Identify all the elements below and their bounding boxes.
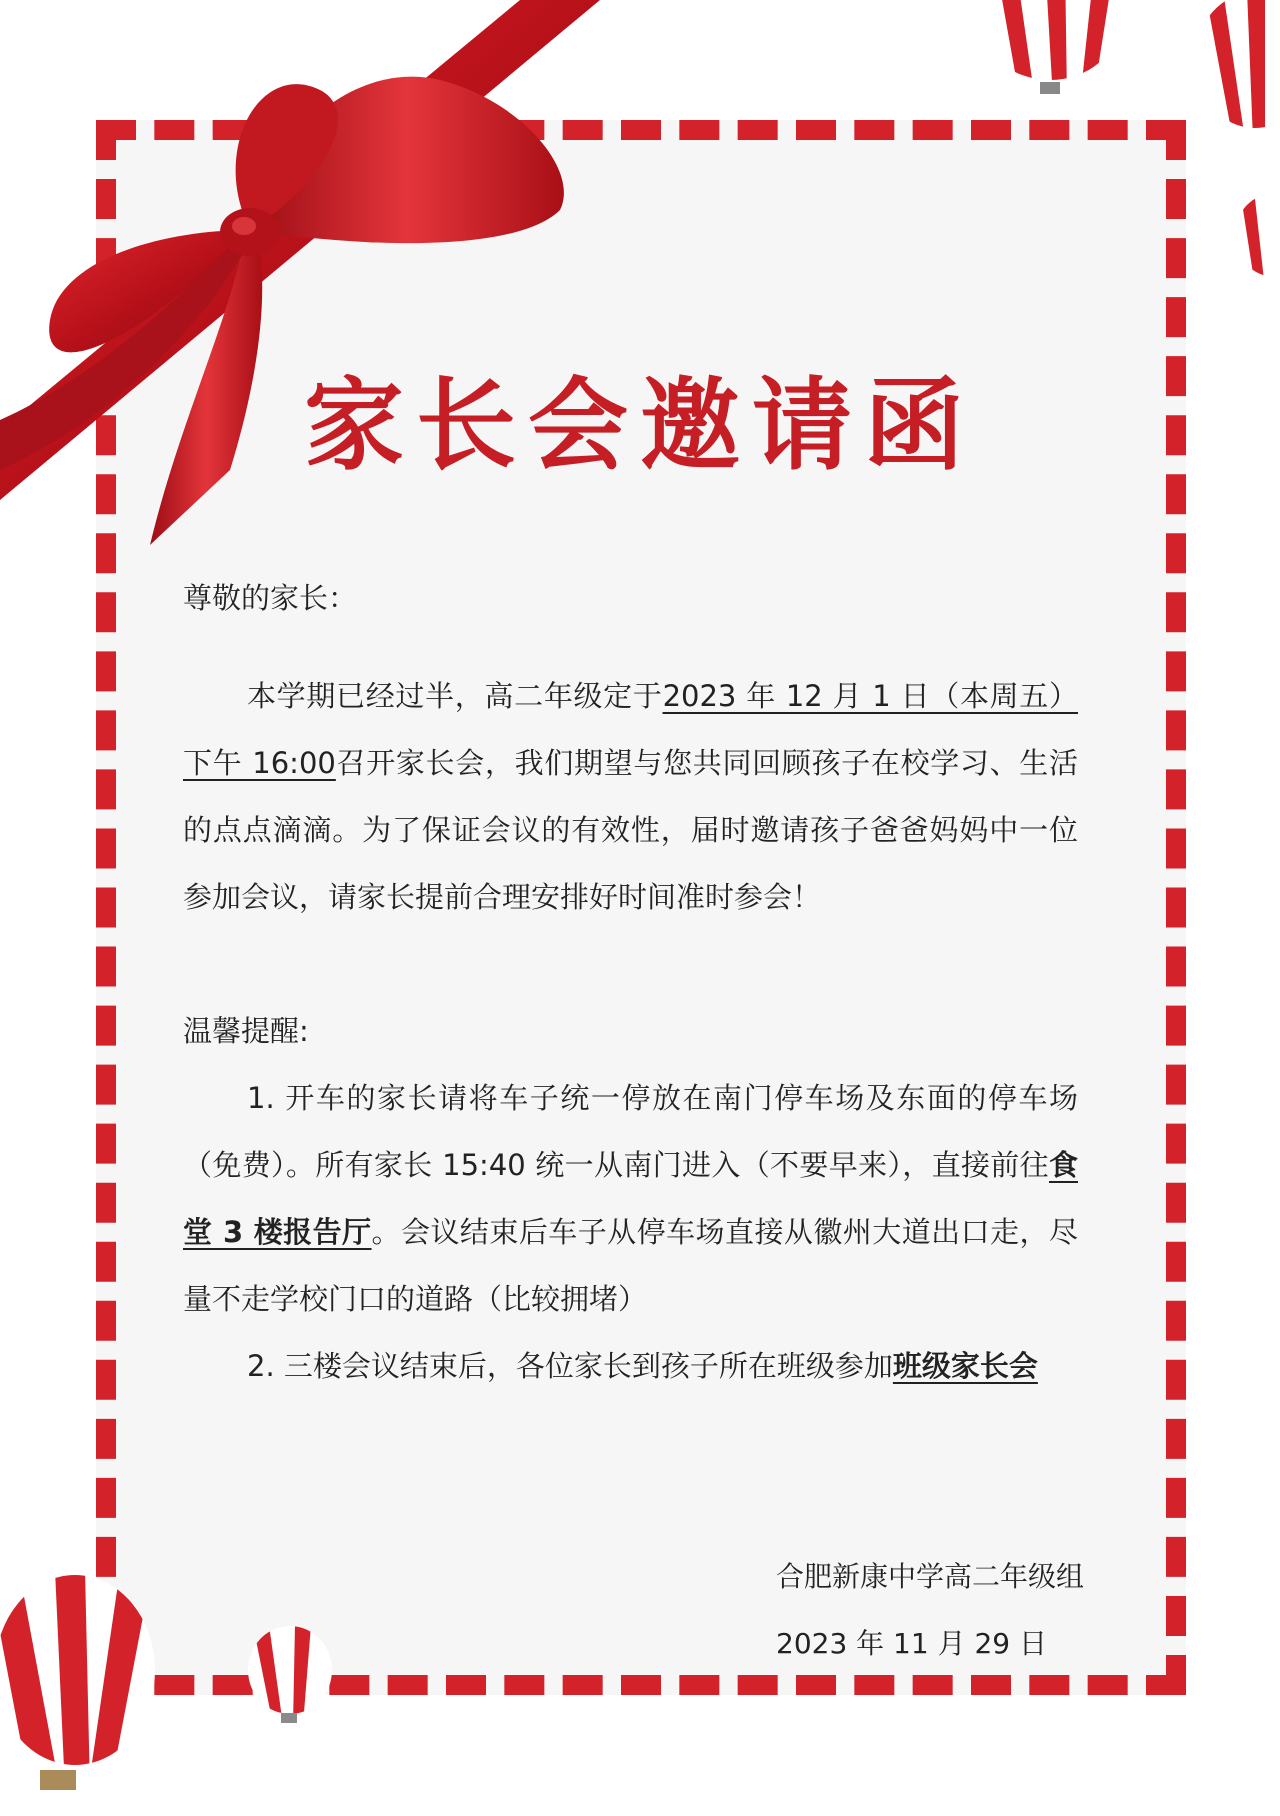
signature-date: 2023 年 11 月 29 日 xyxy=(776,1627,1048,1660)
greeting: 尊敬的家长： xyxy=(183,581,358,615)
invitation-title: 家长会邀请函 xyxy=(304,366,976,484)
balloon-decoration xyxy=(1185,0,1280,150)
intro-text: 本学期已经过半，高二年级定于 xyxy=(247,679,663,713)
meeting-date-time: 2023 年 12 月 1 日（本周五）下午 16:00 xyxy=(183,679,1078,780)
intro-rest-text: 召开家长会，我们期望与您共同回顾孩子在校学习、生活的点点滴滴。为了保证会议的有效性，届时邀请孩子爸爸妈妈中一位参加会议，请家长提前合理安排好时间准时参会！ xyxy=(183,746,1078,914)
reminder-item-1 xyxy=(183,1065,1078,1333)
balloon-decoration xyxy=(0,1570,160,1815)
reminder-item-1-text: 1. 开车的家长请将车子统一停放在南门停车场及东面的停车场（免费）。所有家长 15:40 统一从南门进入（不要早来），直接前往 xyxy=(183,1081,1078,1182)
balloon-decoration xyxy=(975,0,1130,105)
balloon-decoration xyxy=(1230,190,1280,280)
reminder-item-2 xyxy=(183,1333,1078,1400)
reminder-item-2-text: 2. 三楼会议结束后，各位家长到孩子所在班级参加 xyxy=(247,1349,893,1383)
reminder-heading: 温馨提醒: xyxy=(183,1014,309,1048)
signature-organization: 合肥新康中学高二年级组 xyxy=(776,1560,1085,1593)
reminder-item-1-rest: 。会议结束后车子从停车场直接从徽州大道出口走，尽量不走学校门口的道路（比较拥堵） xyxy=(183,1215,1078,1316)
meeting-location: 食堂 3 楼报告厅 xyxy=(183,1148,1078,1249)
class-meeting-emphasis: 班级家长会 xyxy=(892,1349,1038,1383)
balloon-decoration xyxy=(245,1625,335,1735)
intro-paragraph xyxy=(183,663,1078,931)
